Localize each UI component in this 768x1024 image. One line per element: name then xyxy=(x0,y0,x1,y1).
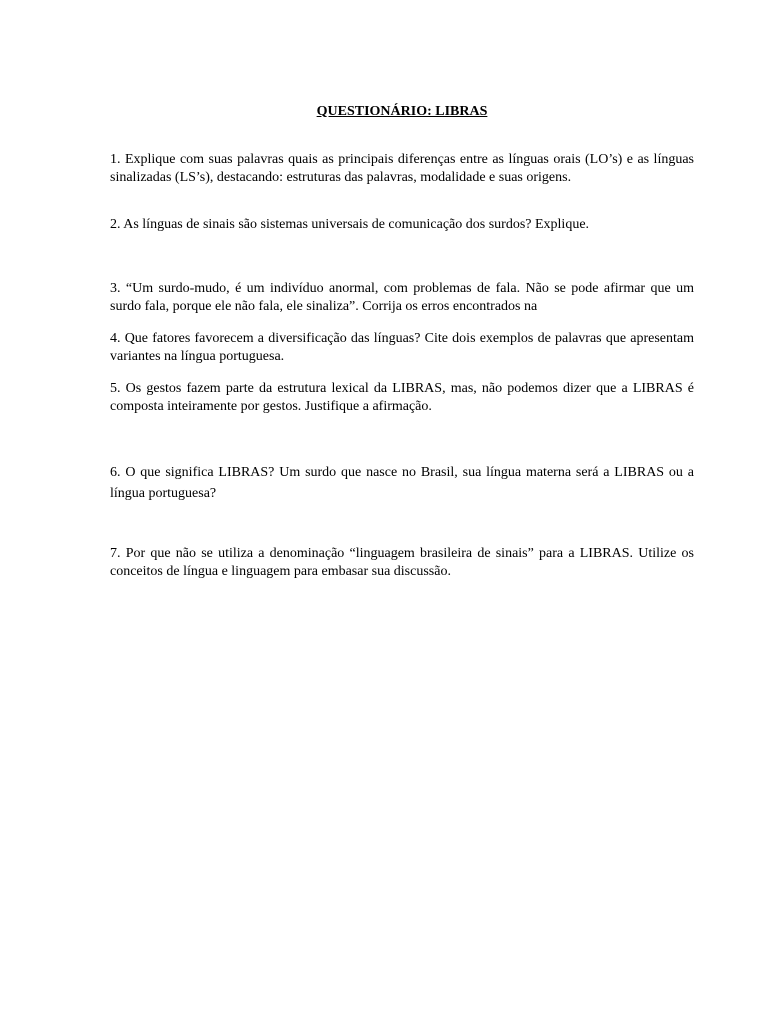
document-title: QUESTIONÁRIO: LIBRAS xyxy=(316,104,488,119)
question-5: 5. Os gestos fazem parte da estrutura lexical da LIBRAS, mas, não podemos dizer que a LIBRAS é composta inteiramente por gestos. Justifique a afirmação. xyxy=(110,381,694,414)
question-3: 3. “Um surdo-mudo, é um indivíduo anormal, com problemas de fala. Não se pode afirmar que um surdo fala, porque ele não fala, ele sinaliza”. Corrija os erros encontrados na xyxy=(110,281,694,314)
question-6: 6. O que significa LIBRAS? Um surdo que nasce no Brasil, sua língua materna será a LIBRAS ou a língua portuguesa? xyxy=(110,465,694,501)
question-2: 2. As línguas de sinais são sistemas universais de comunicação dos surdos? Explique. xyxy=(110,217,590,232)
question-4: 4. Que fatores favorecem a diversificação das línguas? Cite dois exemplos de palavras que apresentam variantes na língua portuguesa. xyxy=(110,331,694,364)
question-7: 7. Por que não se utiliza a denominação “linguagem brasileira de sinais” para a LIBRAS. Utilize os conceitos de língua e linguagem para embasar sua discussão. xyxy=(110,546,694,579)
question-1: 1. Explique com suas palavras quais as principais diferenças entre as línguas orais (LO’s) e as línguas sinalizadas (LS’s), destacando: estruturas das palavras, modalidade e suas origens. xyxy=(110,152,694,185)
